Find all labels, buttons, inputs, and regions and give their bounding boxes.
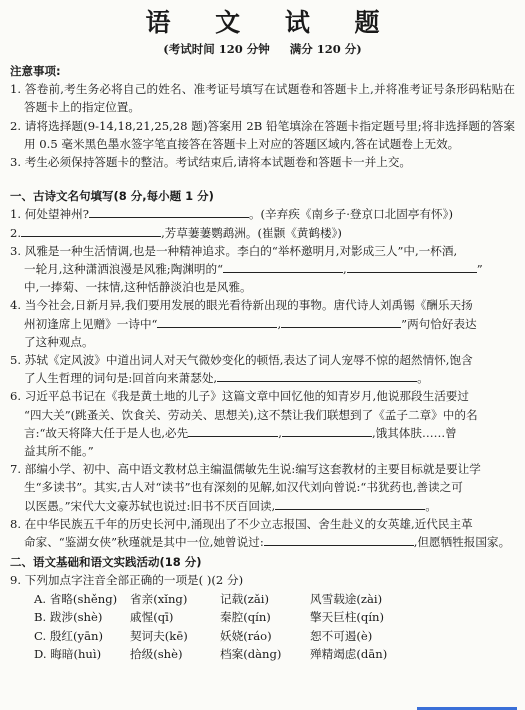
option-d-2: 拾级(shè) [130, 646, 183, 661]
option-d-3: 档案(dàng) [220, 646, 282, 661]
answer-blank[interactable] [282, 424, 372, 437]
option-c-3: 妖娆(ráo) [220, 628, 272, 643]
option-b-1[interactable]: B. 跋涉(shè) [34, 610, 103, 625]
question-6: 6. 习近平总书记在《我是黄土地的儿子》这篇文章中回忆他的知青岁月,他说那段生活要过 “四大关”(跳蚤关、饮食关、劳动关、思想关),这不禁让我们联想到了《孟子二章》中的名 言:“故天将降大任于是人也,必先 , ,饿其体肤……曾 益其所不能。” [10, 389, 478, 459]
question-8: 8. 在中华民族五千年的历史长河中,涌现出了不少立志报国、舍生赴义的女英雄,近代民主革 命家、“鉴湖女侠”秋瑾就是其中一位,她曾说过: ,但愿牺牲报国家。 [10, 516, 511, 550]
question-2: 2. ,芳草萋萋鹦鹉洲。(崔颢《黄鹤楼》) [10, 225, 342, 240]
exam-time: (考试时间 120 分钟 [163, 42, 270, 56]
option-a-4: 风雪载途(zài) [310, 591, 383, 606]
option-b-4: 擎天巨柱(qín) [310, 610, 385, 625]
exam-score: 满分 120 分) [289, 42, 362, 56]
option-d-4: 殚精竭虑(dān) [310, 646, 388, 661]
answer-blank[interactable] [21, 224, 161, 237]
question-5: 5. 苏轼《定风波》中道出词人对天气微妙变化的顿悟,表达了词人宠辱不惊的超然情怀,饱含 了人生哲理的词句是:回首向来萧瑟处, 。 [10, 353, 473, 386]
question-9-options [10, 590, 515, 664]
section-1-heading: 一、古诗文名句填写(8 分,每小题 1 分) [10, 189, 214, 204]
question-1: 1. 何处望神州? 。(辛弃疾《南乡子·登京口北固亭有怀》) [10, 207, 453, 222]
exam-subtitle [10, 40, 515, 58]
question-3: 3. 风雅是一种生活情调,也是一种精神追求。李白的“举杯邀明月,对影成三人”中,一杯酒, 一轮月,这种潇洒浪漫是风雅;陶渊明的“ , ” 中,一捧菊、一抹情,这种恬静淡泊也是风雅。 [10, 243, 483, 295]
option-c-2: 契诃夫(kē) [130, 628, 188, 643]
answer-blank[interactable] [188, 424, 278, 437]
notice-item-3: 3. 考生必须保持答题卡的整洁。考试结束后,请将本试题卷和答题卡一并上交。 [10, 155, 412, 170]
option-b-2: 戚惺(qī) [130, 610, 174, 625]
answer-blank[interactable] [217, 369, 417, 382]
question-7: 7. 部编小学、初中、高中语文教材总主编温儒敏先生说:编写这套教材的主要目标就是要让学 生“多读书”。其实,古人对“读书”也有深刻的见解,如汉代刘向曾说:“书犹药也,善读之可 以医愚。”宋代大文豪苏轼也说过:旧书不厌百回读, 。 [10, 462, 481, 513]
notice-item-1: 1. 答卷前,考生务必将自己的姓名、准考证号填写在试题卷和答题卡上,并将准考证号条形码粘贴在答题卡上的指定位置。 [10, 82, 515, 115]
option-c-1[interactable]: C. 殷红(yān) [34, 628, 103, 643]
answer-blank[interactable] [281, 315, 401, 328]
section-2-heading: 二、语文基础和语文实践活动(18 分) [10, 555, 202, 570]
answer-blank[interactable] [223, 260, 343, 273]
answer-blank[interactable] [275, 497, 425, 510]
answer-blank[interactable] [157, 315, 277, 328]
question-4: 4. 当今社会,日新月异,我们要用发展的眼光看待新出现的事物。唐代诗人刘禹锡《酬乐天扬 州初逢席上见赠》一诗中“ , ”两句恰好表达 了这种观点。 [10, 298, 477, 349]
question-9: 9. 下列加点字注音全部正确的一项是( )(2 分) [10, 573, 244, 588]
option-a-2: 省亲(xǐng) [130, 591, 188, 606]
page-title: 语 文 试 题 [145, 8, 398, 37]
notice-item-2: 2. 请将选择题(9-14,18,21,25,28 题)答案用 2B 铅笔填涂在答题卡指定题号里;将非选择题的答案用 0.5 毫米黑色墨水签字笔直接答在答题卡上对应的答题区域内,答在试题卷上无效。 [10, 118, 515, 151]
answer-blank[interactable] [347, 260, 477, 273]
option-a-3: 记载(zǎi) [220, 591, 269, 606]
option-b-3: 秦腔(qín) [220, 610, 271, 625]
answer-blank[interactable] [89, 205, 249, 218]
option-d-1[interactable]: D. 晦暗(huì) [34, 646, 102, 661]
notice-heading: 注意事项: [10, 64, 61, 78]
option-a-1[interactable]: A. 省略(shěng) [34, 591, 118, 606]
answer-blank[interactable] [264, 533, 414, 546]
option-c-4: 恕不可遏(è) [310, 628, 373, 643]
